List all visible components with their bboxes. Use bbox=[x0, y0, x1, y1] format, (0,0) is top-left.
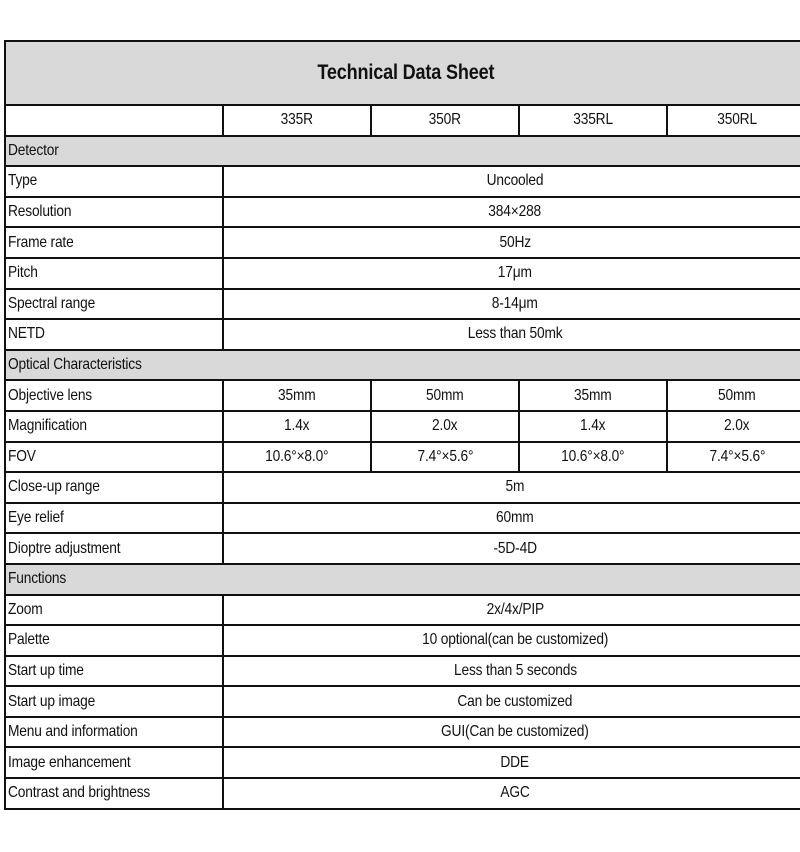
spec-label: Type bbox=[5, 166, 223, 197]
spec-row bbox=[5, 289, 800, 320]
spec-label: Start up time bbox=[5, 656, 223, 687]
spec-row bbox=[5, 686, 800, 717]
spec-label: Image enhancement bbox=[5, 747, 223, 778]
spec-row bbox=[5, 656, 800, 687]
spec-value: 35mm bbox=[223, 380, 371, 411]
spec-value: 1.4x bbox=[519, 411, 667, 442]
section-row-functions bbox=[5, 564, 800, 595]
section-row-optical bbox=[5, 350, 800, 381]
spec-label: Contrast and brightness bbox=[5, 778, 223, 809]
spec-row-magnification bbox=[5, 411, 800, 442]
spec-value: Less than 5 seconds bbox=[223, 656, 800, 687]
spec-label: Palette bbox=[5, 625, 223, 656]
section-row-detector bbox=[5, 136, 800, 167]
spec-value: 50mm bbox=[667, 380, 800, 411]
spec-label: Start up image bbox=[5, 686, 223, 717]
model-header-cell: 335R bbox=[223, 105, 371, 136]
model-header-blank bbox=[5, 105, 223, 136]
spec-label: Resolution bbox=[5, 197, 223, 228]
spec-label: Pitch bbox=[5, 258, 223, 289]
spec-row bbox=[5, 747, 800, 778]
spec-row bbox=[5, 166, 800, 197]
spec-value: Uncooled bbox=[223, 166, 800, 197]
spec-label: Close-up range bbox=[5, 472, 223, 503]
spec-row bbox=[5, 778, 800, 809]
spec-value: GUI(Can be customized) bbox=[223, 717, 800, 748]
spec-label: Objective lens bbox=[5, 380, 223, 411]
spec-row bbox=[5, 595, 800, 626]
spec-value: 50mm bbox=[371, 380, 519, 411]
spec-label: FOV bbox=[5, 442, 223, 473]
spec-value: 7.4°×5.6° bbox=[371, 442, 519, 473]
spec-value: 50Hz bbox=[223, 227, 800, 258]
sheet-title: Technical Data Sheet bbox=[5, 41, 800, 105]
spec-label: Dioptre adjustment bbox=[5, 533, 223, 564]
spec-value: AGC bbox=[223, 778, 800, 809]
spec-row bbox=[5, 197, 800, 228]
spec-row bbox=[5, 533, 800, 564]
model-header-cell: 335RL bbox=[519, 105, 667, 136]
section-heading: Optical Characteristics bbox=[5, 350, 800, 381]
spec-value: 35mm bbox=[519, 380, 667, 411]
spec-label: Zoom bbox=[5, 595, 223, 626]
spec-row bbox=[5, 625, 800, 656]
spec-value: Less than 50mk bbox=[223, 319, 800, 350]
spec-value: 5m bbox=[223, 472, 800, 503]
spec-value: 2.0x bbox=[667, 411, 800, 442]
spec-value: DDE bbox=[223, 747, 800, 778]
spec-value: 10.6°×8.0° bbox=[223, 442, 371, 473]
model-header-cell: 350R bbox=[371, 105, 519, 136]
spec-value: 1.4x bbox=[223, 411, 371, 442]
section-heading: Functions bbox=[5, 564, 800, 595]
spec-row bbox=[5, 472, 800, 503]
spec-label: Spectral range bbox=[5, 289, 223, 320]
spec-value: 10 optional(can be customized) bbox=[223, 625, 800, 656]
spec-row bbox=[5, 503, 800, 534]
title-row bbox=[5, 41, 800, 105]
model-header-row bbox=[5, 105, 800, 136]
spec-value: 384×288 bbox=[223, 197, 800, 228]
spec-value: 17μm bbox=[223, 258, 800, 289]
spec-label: Eye relief bbox=[5, 503, 223, 534]
spec-value: 2.0x bbox=[371, 411, 519, 442]
spec-label: Menu and information bbox=[5, 717, 223, 748]
spec-label: Magnification bbox=[5, 411, 223, 442]
spec-value: 60mm bbox=[223, 503, 800, 534]
section-heading: Detector bbox=[5, 136, 800, 167]
spec-value: 7.4°×5.6° bbox=[667, 442, 800, 473]
spec-row bbox=[5, 258, 800, 289]
spec-value: 10.6°×8.0° bbox=[519, 442, 667, 473]
spec-value: 2x/4x/PIP bbox=[223, 595, 800, 626]
spec-label: Frame rate bbox=[5, 227, 223, 258]
spec-value: Can be customized bbox=[223, 686, 800, 717]
spec-row-objective-lens bbox=[5, 380, 800, 411]
spec-row bbox=[5, 319, 800, 350]
spec-value: -5D-4D bbox=[223, 533, 800, 564]
spec-row-fov bbox=[5, 442, 800, 473]
spec-row bbox=[5, 717, 800, 748]
spec-row bbox=[5, 227, 800, 258]
spec-label: NETD bbox=[5, 319, 223, 350]
technical-data-table bbox=[4, 40, 800, 810]
spec-value: 8-14μm bbox=[223, 289, 800, 320]
model-header-cell: 350RL bbox=[667, 105, 800, 136]
